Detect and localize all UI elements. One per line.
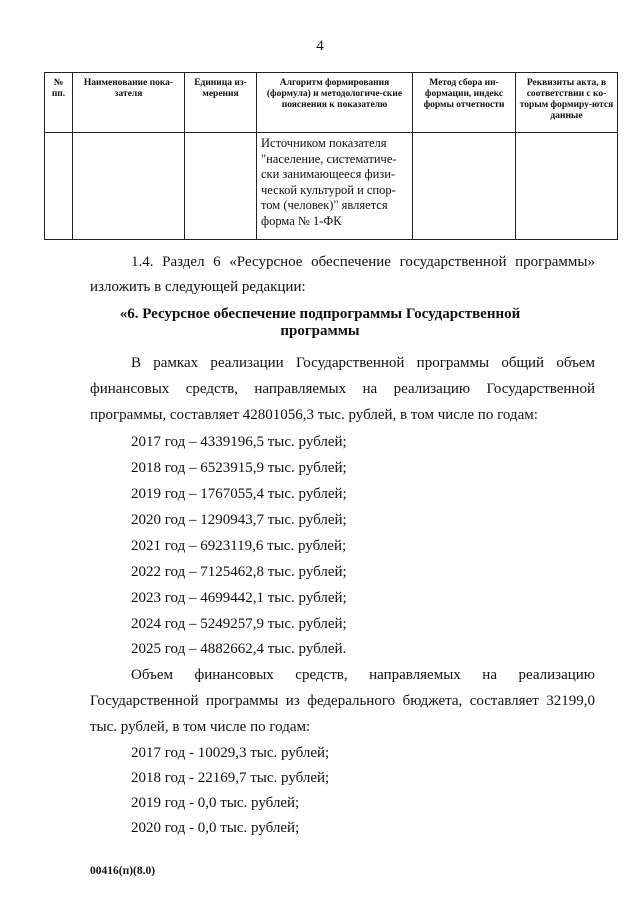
document-code: 00416(п)(8.0) [90, 865, 156, 877]
paragraph-2-line-1: Объем финансовых средств, направляемых на реализацию [131, 667, 595, 683]
total-year-item: 2023 год – 4699442,1 тыс. рублей; [131, 590, 347, 606]
indicator-table [44, 72, 618, 240]
intro-line-1: 1.4. Раздел 6 «Ресурсное обеспечение государственной программы» [131, 254, 595, 270]
table-cell [516, 133, 618, 240]
header-indicator-name: Наименование пока-зателя [73, 73, 185, 133]
total-year-item: 2021 год – 6923119,6 тыс. рублей; [131, 538, 347, 554]
header-act-details: Реквизиты акта, в соответствии с ко-торым формиру-ются данные [516, 73, 618, 133]
paragraph-2-line-2: Государственной программы из федерального бюджета, составляет 32199,0 [90, 693, 595, 709]
paragraph-1-line-3: программы, составляет 42801056,3 тыс. рублей, в том числе по годам: [90, 407, 538, 423]
header-number: № пп. [45, 73, 73, 133]
paragraph-1-line-2: финансовых средств, направляемых на реализацию Государственной [90, 381, 595, 397]
header-unit: Единица из-мерения [185, 73, 257, 133]
federal-year-item: 2020 год - 0,0 тыс. рублей; [131, 820, 300, 836]
paragraph-1-line-1: В рамках реализации Государственной программы общий объем [131, 355, 595, 371]
total-year-item: 2019 год – 1767055,4 тыс. рублей; [131, 486, 347, 502]
table-header-row [45, 73, 618, 133]
table-cell-algorithm: Источником показателя "население, систематиче-ски занимающееся физи-ческой культурой и спор-том (человек)" является форма № 1-ФК [257, 133, 413, 240]
total-year-item: 2024 год – 5249257,9 тыс. рублей; [131, 616, 347, 632]
section-heading-line-2: программы [280, 323, 360, 339]
section-heading-line-1: «6. Ресурсное обеспечение подпрограммы Государственной [119, 306, 521, 322]
header-collection-method: Метод сбора ин-формации, индекс формы отчетности [413, 73, 516, 133]
federal-year-item: 2019 год - 0,0 тыс. рублей; [131, 795, 300, 811]
table-cell [413, 133, 516, 240]
table-cell [45, 133, 73, 240]
total-year-item: 2022 год – 7125462,8 тыс. рублей; [131, 564, 347, 580]
total-year-item: 2025 год – 4882662,4 тыс. рублей. [131, 641, 347, 657]
table-cell [185, 133, 257, 240]
table-row [45, 133, 618, 240]
paragraph-2-line-3: тыс. рублей, в том числе по годам: [90, 719, 311, 735]
federal-year-item: 2017 год - 10029,3 тыс. рублей; [131, 745, 330, 761]
federal-year-item: 2018 год - 22169,7 тыс. рублей; [131, 770, 330, 786]
table-cell [73, 133, 185, 240]
total-year-item: 2020 год – 1290943,7 тыс. рублей; [131, 512, 347, 528]
page-number: 4 [316, 38, 324, 54]
total-year-item: 2017 год – 4339196,5 тыс. рублей; [131, 434, 347, 450]
header-algorithm: Алгоритм формирования (формула) и методологиче-ские пояснения к показателю [257, 73, 413, 133]
intro-line-2: изложить в следующей редакции: [90, 279, 306, 295]
total-year-item: 2018 год – 6523915,9 тыс. рублей; [131, 460, 347, 476]
